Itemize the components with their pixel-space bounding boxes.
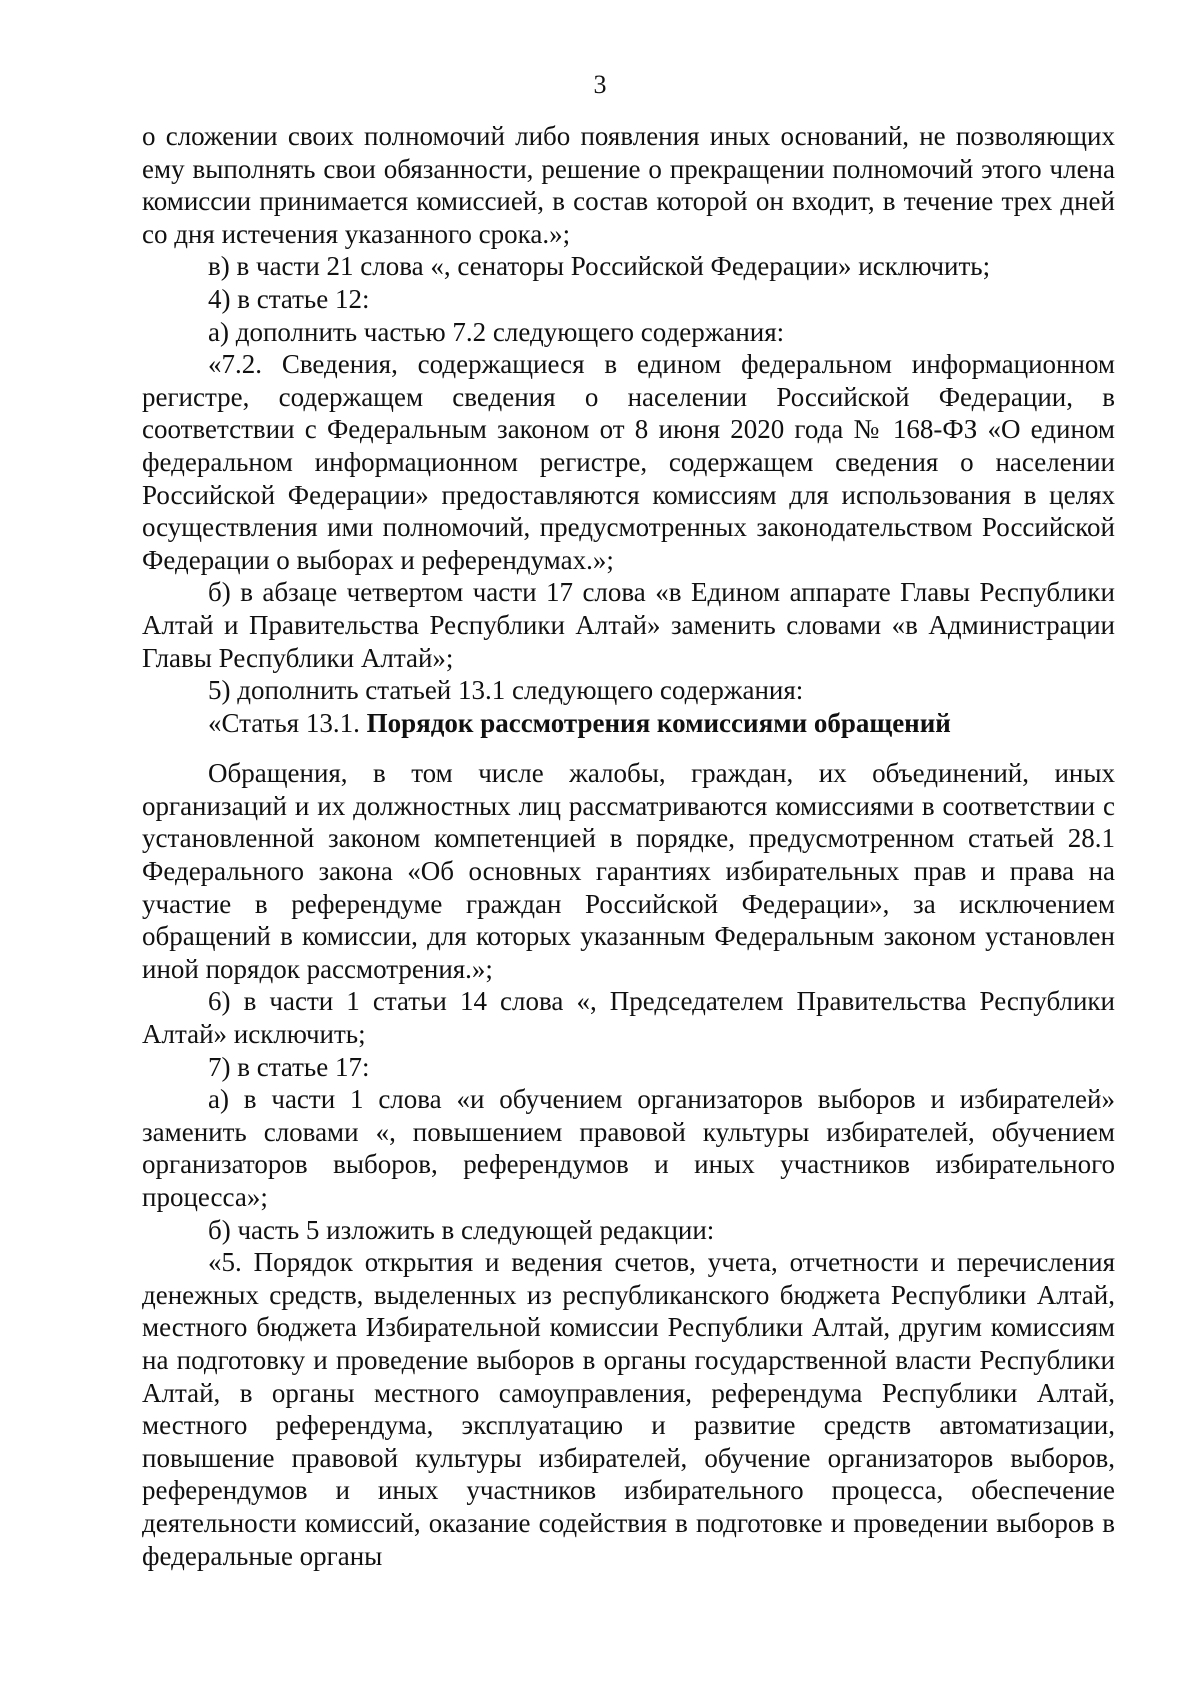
paragraph-item-5: 5) дополнить статьей 13.1 следующего содержания: [208, 675, 804, 706]
paragraph-item-b-2: б) часть 5 изложить в следующей редакции: [208, 1214, 715, 1245]
paragraph-item-4: 4) в статье 12: [208, 283, 370, 314]
paragraph-item-a: а) дополнить частью 7.2 следующего содержания: [208, 316, 785, 347]
paragraph-item-v: в) в части 21 слова «, сенаторы Российской Федерации» исключить; [208, 251, 991, 282]
paragraph-appeals: Обращения, в том числе жалобы, граждан, их объединений, иных организаций и их должностных лиц рассматриваются комиссиями в соответствии с установленной законом компетенцией в порядке, предусмотренном статьей 28.1 Федерального закона «Об основных гарантиях избирательных прав и права на участие в референдуме граждан Российской Федерации», за исключением обращений в комиссии, для которых указанным Федеральным законом установлен иной порядок рассмотрения.»; [142, 758, 1115, 984]
article-13-1-heading [142, 707, 1115, 740]
paragraph-item-6: 6) в части 1 статьи 14 слова «, Председателем Правительства Республики Алтай» исключить; [142, 986, 1115, 1050]
paragraph-part-7-2: «7.2. Сведения, содержащиеся в едином федеральном информационном регистре, содержащем сведения о населении Российской Федерации, в соответствии с Федеральным законом от 8 июня 2020 года № 168-ФЗ «О едином федеральном информационном регистре, содержащем сведения о населении Российской Федерации» предоставляются комиссиям для использования в целях осуществления ими полномочий, предусмотренных законодательством Российской Федерации о выборах и референдумах.»; [142, 349, 1115, 575]
paragraph-continuation: о сложении своих полномочий либо появления иных оснований, не позволяющих ему выполнять свои обязанности, решение о прекращении полномочий этого члена комиссии принимается комиссией, в состав которой он входит, в течение трех дней со дня истечения указанного срока.»; [142, 121, 1115, 249]
document-body [142, 120, 1115, 1572]
article-13-1-title: Порядок рассмотрения комиссиями обращений [366, 707, 951, 738]
heading-spacer [142, 739, 1115, 757]
page-number: 3 [593, 70, 607, 99]
paragraph-item-7: 7) в статье 17: [208, 1051, 370, 1082]
article-13-1-prefix: «Статья 13.1. [208, 707, 367, 738]
paragraph-item-a-2: а) в части 1 слова «и обучением организаторов выборов и избирателей» заменить словами «, повышением правовой культуры избирателей, обучением организаторов выборов, референдумов и иных участников избирательного процесса»; [142, 1084, 1115, 1212]
paragraph-part-5: «5. Порядок открытия и ведения счетов, учета, отчетности и перечисления денежных средств, выделенных из республиканского бюджета Республики Алтай, местного бюджета Избирательной комиссии Республики Алтай, другим комиссиям на подготовку и проведение выборов в органы государственной власти Республики Алтай, в органы местного самоуправления, референдума Республики Алтай, местного референдума, эксплуатацию и развитие средств автоматизации, повышение правовой культуры избирателей, обучение организаторов выборов, референдумов и иных участников избирательного процесса, обеспечение деятельности комиссий, оказание содействия в подготовке и проведении выборов в федеральные органы [142, 1247, 1115, 1571]
paragraph-item-b: б) в абзаце четвертом части 17 слова «в Едином аппарате Главы Республики Алтай и Правительства Республики Алтай» заменить словами «в Администрации Главы Республики Алтай»; [142, 577, 1115, 673]
